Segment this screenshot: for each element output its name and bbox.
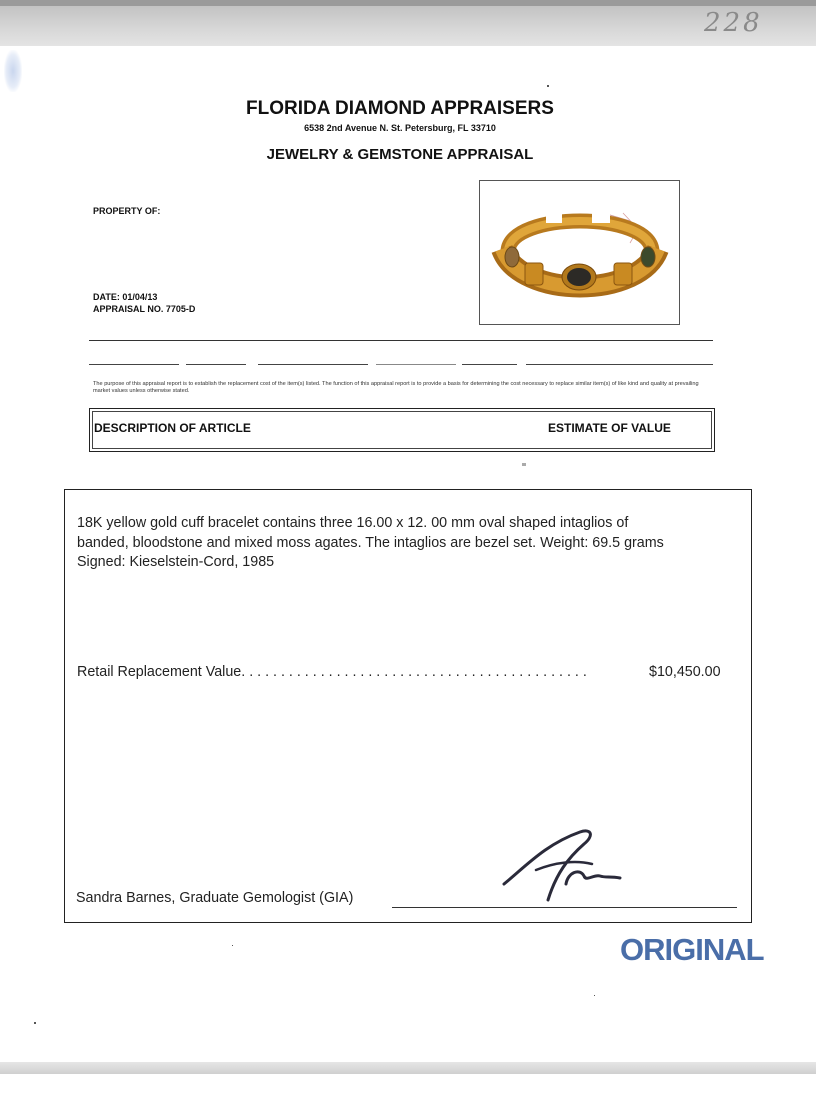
rule-dash [258,364,368,365]
rule-dash [462,364,517,365]
date-line: DATE: 01/04/13 [93,292,158,302]
company-address: 6538 2nd Avenue N. St. Petersburg, FL 33710 [304,123,496,133]
description-header: DESCRIPTION OF ARTICLE [94,421,251,435]
signatory-name: Sandra Barnes, Graduate Gemologist (GIA) [76,890,354,906]
rule-line-1 [89,340,713,341]
scan-top-edge [0,0,816,6]
property-of-label: PROPERTY OF: [93,206,161,216]
scan-speck [547,85,549,87]
article-description: 18K yellow gold cuff bracelet contains three 16.00 x 12. 00 mm oval shaped intaglios of banded, bloodstone and mixed moss agates. The intaglios are bezel set. Weight: 69.5 grams Signed: Kieselstein-Cord, 1985 [77,515,664,570]
valuation-amount: $10,450.00 [649,664,721,680]
item-photo [479,180,680,325]
ink-smudge [4,50,22,92]
scan-speck [594,995,595,996]
bracelet-image [480,181,679,324]
scan-bottom-shadow [0,1062,816,1074]
rule-dash [186,364,246,365]
signature-line [392,907,737,908]
estimate-header: ESTIMATE OF VALUE [548,421,671,435]
rule-dash [89,364,179,365]
handwritten-page-number: 228 [704,8,763,38]
scan-speck [522,463,526,466]
scan-speck [232,945,233,946]
valuation-leader: . . . . . . . . . . . . . . . . . . . . . . . . . . . . . . . . . . . . . . . . . . . . [241,664,587,680]
valuation-label: Retail Replacement Value [77,664,242,680]
appraisal-number: APPRAISAL NO. 7705-D [93,304,196,314]
signature-mark [496,826,626,906]
rule-dash [376,364,456,365]
valuation-row [77,664,733,680]
original-stamp: ORIGINAL [620,932,764,967]
scan-speck [34,1022,36,1024]
document-title: JEWELRY & GEMSTONE APPRAISAL [266,146,534,163]
purpose-statement: The purpose of this appraisal report is to establish the replacement cost of the item(s) listed. The function of this appraisal report is to provide a basis for determining the cost necessary to replace similar item(s) of like kind and quality at prevailing market values unless otherwise stated. [93,381,699,394]
scan-top-shadow [0,0,816,46]
rule-dash [526,364,713,365]
company-name: FLORIDA DIAMOND APPRAISERS [246,98,554,119]
